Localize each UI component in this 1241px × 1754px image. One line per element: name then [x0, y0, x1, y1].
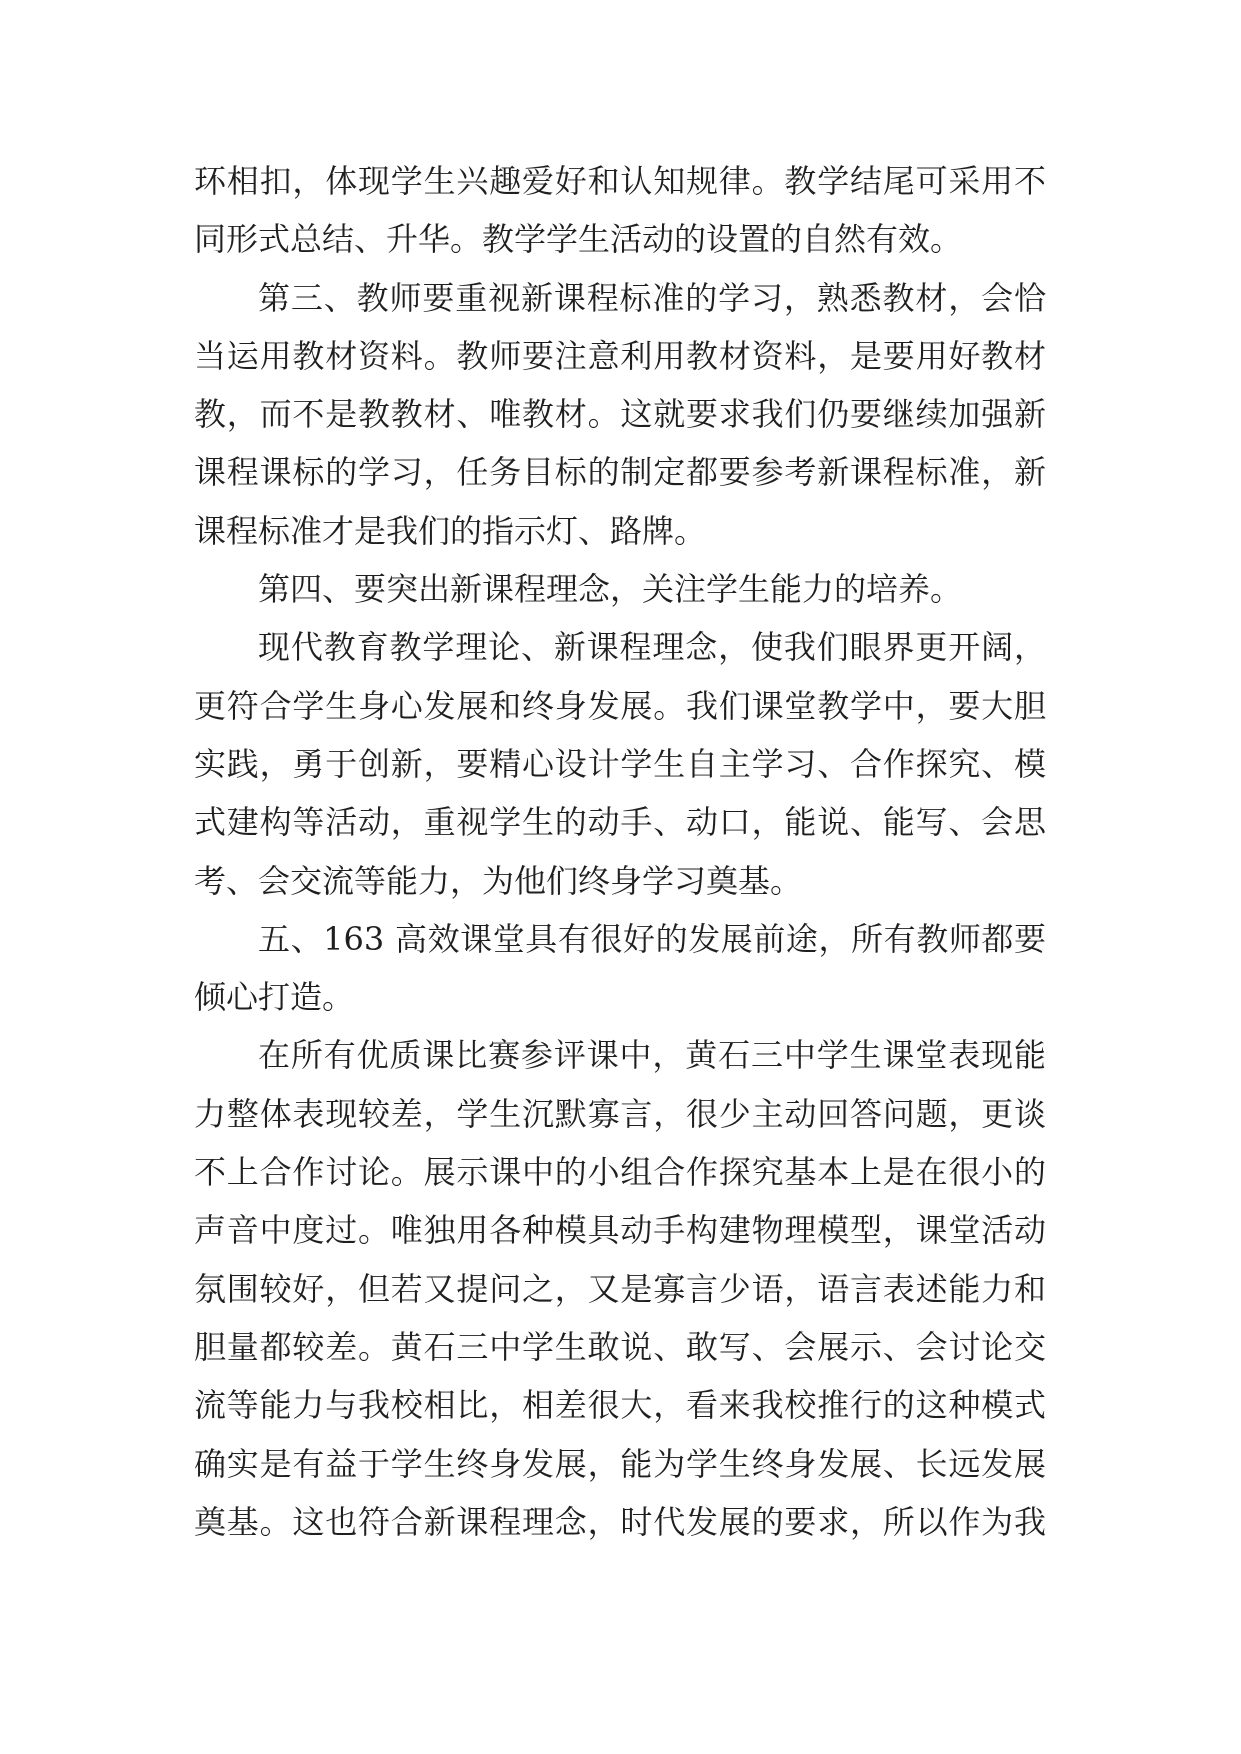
body-text — [194, 152, 1046, 1551]
text-line: 课程课标的学习，任务目标的制定都要参考新课程标准，新 — [194, 453, 1046, 492]
text-line: 奠基。这也符合新课程理念，时代发展的要求，所以作为我 — [194, 1502, 1046, 1541]
text-line: 教，而不是教教材、唯教材。这就要求我们仍要继续加强新 — [194, 395, 1046, 434]
text-line: 当运用教材资料。教师要注意利用教材资料，是要用好教材 — [194, 336, 1046, 375]
text-line: 第三、教师要重视新课程标准的学习，熟悉教材，会恰 — [258, 278, 1046, 317]
text-line: 流等能力与我校相比，相差很大，看来我校推行的这种模式 — [194, 1386, 1046, 1425]
text-line: 课程标准才是我们的指示灯、路牌。 — [194, 511, 707, 550]
text-line: 实践，勇于创新，要精心设计学生自主学习、合作探究、模 — [194, 744, 1046, 783]
text-line: 现代教育教学理论、新课程理念，使我们眼界更开阔， — [258, 628, 1046, 667]
text-line: 式建构等活动，重视学生的动手、动口，能说、能写、会思 — [194, 803, 1046, 842]
text-line: 倾心打造。 — [194, 978, 355, 1017]
text-line: 不上合作讨论。展示课中的小组合作探究基本上是在很小的 — [194, 1153, 1046, 1192]
text-line: 氛围较好，但若又提问之，又是寡言少语，语言表述能力和 — [194, 1269, 1046, 1308]
text-line: 在所有优质课比赛参评课中，黄石三中学生课堂表现能 — [258, 1036, 1046, 1075]
text-line: 考、会交流等能力，为他们终身学习奠基。 — [194, 861, 803, 900]
text-line: 环相扣，体现学生兴趣爱好和认知规律。教学结尾可采用不 — [194, 162, 1046, 200]
text-line: 五、163 高效课堂具有很好的发展前途，所有教师都要 — [258, 919, 1046, 958]
text-line: 第四、要突出新课程理念，关注学生能力的培养。 — [258, 570, 963, 609]
text-line: 胆量都较差。黄石三中学生敢说、敢写、会展示、会讨论交 — [194, 1327, 1046, 1366]
text-line: 同形式总结、升华。教学学生活动的设置的自然有效。 — [194, 220, 963, 259]
text-line: 力整体表现较差，学生沉默寡言，很少主动回答问题，更谈 — [194, 1094, 1046, 1133]
text-line: 更符合学生身心发展和终身发展。我们课堂教学中，要大胆 — [194, 686, 1046, 725]
text-line: 声音中度过。唯独用各种模具动手构建物理模型，课堂活动 — [194, 1211, 1046, 1250]
text-line: 确实是有益于学生终身发展，能为学生终身发展、长远发展 — [194, 1444, 1046, 1483]
